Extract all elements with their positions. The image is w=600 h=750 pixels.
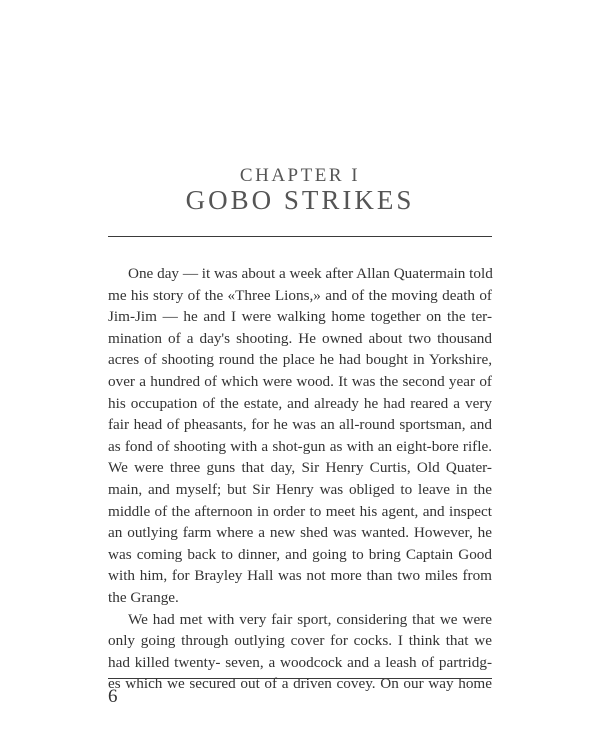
chapter-title: GOBO STRIKES [185, 185, 415, 215]
footer-rule [108, 678, 492, 679]
header-rule [108, 236, 492, 237]
text-line: had killed twenty- seven, a woodcock and a leash of partridg- [108, 653, 492, 671]
text-line: only going through outlying cover for cocks. I think that we [108, 632, 492, 650]
text-line: his occupation of the estate, and already he had reared a very [108, 394, 492, 412]
text-line: the Grange. [108, 588, 179, 606]
text-line: Jim-Jim — he and I were walking home together on the ter- [108, 308, 492, 326]
text-line: We had met with very fair sport, considering that we were [128, 610, 492, 628]
text-line: with him, for Brayley Hall was not more than two miles from [108, 567, 492, 585]
text-line: middle of the afternoon in order to meet his agent, and inspect [108, 502, 492, 520]
text-line: me his story of the «Three Lions,» and of the moving death of [108, 286, 492, 304]
chapter-label: CHAPTER I [239, 165, 361, 186]
text-line: acres of shooting round the place he had bought in Yorkshire, [108, 351, 492, 369]
text-line: main, and myself; but Sir Henry was obliged to leave in the [108, 480, 492, 498]
text-line: was coming back to dinner, and going to bring Captain Good [108, 545, 492, 563]
text-line: es which we secured out of a driven covey. On our way home [108, 675, 492, 693]
text-line: fair head of pheasants, for he was an all-round sportsman, and [108, 416, 492, 434]
text-line: We were three guns that day, Sir Henry Curtis, Old Quater- [108, 459, 492, 477]
body-text [108, 263, 492, 695]
text-line: an outlying farm where a new shed was wanted. However, he [108, 524, 492, 542]
text-line: as fond of shooting with a shot-gun as with an eight-bore rifle. [108, 437, 492, 455]
text-line: mination of a day's shooting. He owned about two thousand [108, 329, 492, 347]
page-number: 6 [108, 686, 118, 707]
text-line: One day — it was about a week after Allan Quatermain told [128, 265, 493, 282]
text-line: over a hundred of which were wood. It was the second year of [108, 372, 492, 390]
